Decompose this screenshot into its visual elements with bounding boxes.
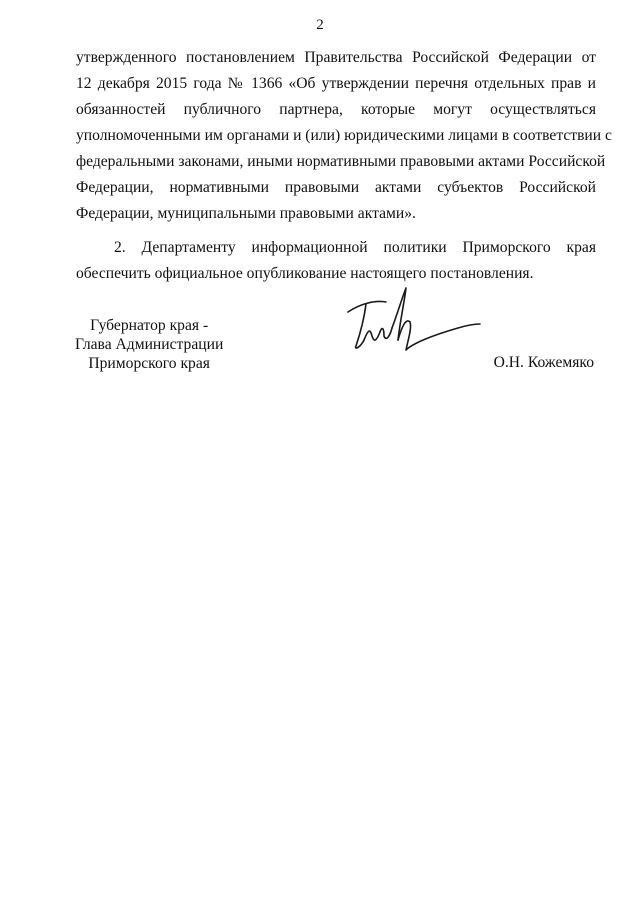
text-line: 12 декабря 2015 года № 1366 «Об утверждении перечня отдельных прав и — [76, 75, 596, 92]
signer-title-line: Глава Администрации — [75, 336, 224, 353]
signer-name: О.Н. Кожемяко — [493, 354, 594, 371]
text-line: уполномоченными им органами и (или) юридическими лицами в соответствии с — [76, 127, 612, 144]
text-line: федеральными законами, иными нормативными правовыми актами Российской — [76, 153, 606, 170]
text-line: обязанностей публичного партнера, которые могут осуществляться — [76, 101, 596, 118]
text-line: 2. Департаменту информационной политики Приморского края — [114, 239, 596, 256]
signer-title-line: Приморского края — [88, 355, 210, 372]
paragraph-body — [76, 45, 612, 227]
signer-title-line: Губернатор края - — [90, 317, 209, 334]
text-line: Федерации, нормативными правовыми актами субъектов Российской — [76, 179, 596, 196]
handwritten-signature — [340, 282, 490, 362]
text-line: обеспечить официальное опубликование настоящего постановления. — [76, 265, 534, 282]
text-line: Федерации, муниципальными правовыми актами». — [76, 205, 416, 222]
paragraph-publication — [76, 235, 596, 287]
signer-title — [75, 316, 223, 373]
text-line: утвержденного постановлением Правительства Российской Федерации от — [76, 49, 596, 66]
page-number: 2 — [316, 17, 324, 33]
